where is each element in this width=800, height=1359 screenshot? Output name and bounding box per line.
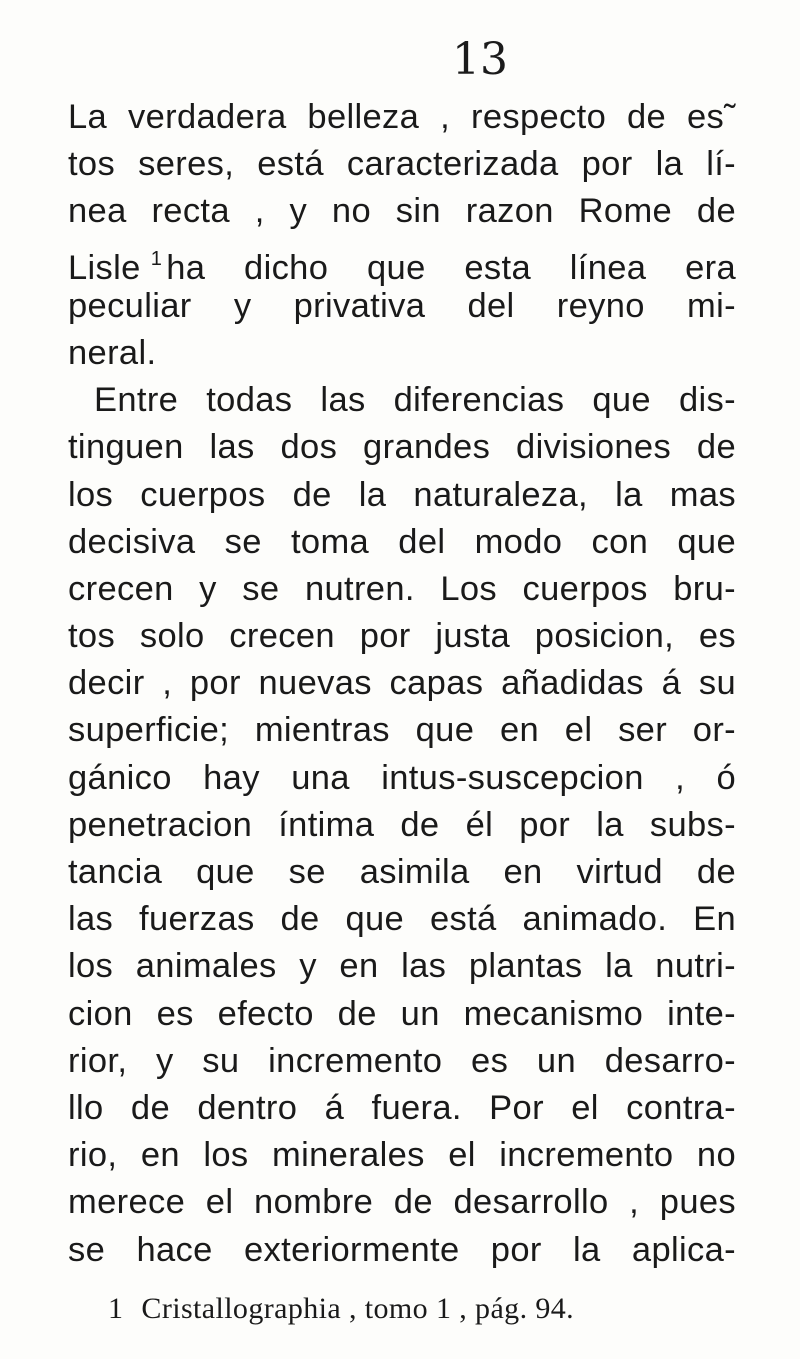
- text-line: los cuerpos de la naturaleza, la mas: [68, 475, 736, 514]
- text-line: llo de dentro á fuera. Por el contra-: [68, 1088, 736, 1127]
- footnote-reference: 1: [150, 247, 163, 270]
- text-line: merece el nombre de desarrollo , pues: [68, 1183, 736, 1222]
- text-line: [68, 236, 736, 287]
- text-line: decir , por nuevas capas añadidas á su: [68, 664, 736, 703]
- text-line: gánico hay una intus-suscepcion , ó: [68, 758, 736, 797]
- text-line: Entre todas las diferencias que dis-: [94, 381, 736, 420]
- text-line: crecen y se nutren. Los cuerpos bru-: [68, 569, 736, 608]
- footnote-text: Cristallographia , tomo 1 , pág. 94.: [141, 1292, 575, 1325]
- text-line: decisiva se toma del modo con que: [68, 522, 736, 561]
- text-line: peculiar y privativa del reyno mi-: [68, 286, 736, 325]
- page-number: 13: [452, 34, 508, 85]
- text-line: rior, y su incremento es un desarro-: [68, 1041, 736, 1080]
- footnote-marker: 1: [108, 1292, 124, 1325]
- text-line: rio, en los minerales el incremento no: [68, 1136, 736, 1175]
- text-line: los animales y en las plantas la nutri-: [68, 947, 736, 986]
- text-line: tinguen las dos grandes divisiones de: [68, 428, 736, 467]
- text-line: neral.: [68, 333, 157, 372]
- text-fragment: Lisle: [68, 248, 141, 287]
- text-fragment: ha dicho que esta línea era: [166, 248, 736, 287]
- text-line: tos solo crecen por justa posicion, es: [68, 617, 736, 656]
- text-line: nea recta , y no sin razon Rome de: [68, 192, 736, 231]
- text-line: cion es efecto de un mecanismo inte-: [68, 994, 736, 1033]
- text-line: La verdadera belleza , respecto de es˜: [68, 98, 736, 136]
- text-line: las fuerzas de que está animado. En: [68, 900, 736, 939]
- text-line: tancia que se asimila en virtud de: [68, 853, 736, 891]
- footnote: [108, 1292, 748, 1326]
- text-line: superficie; mientras que en el ser or-: [68, 711, 736, 750]
- text-line: tos seres, está caracterizada por la lí-: [68, 145, 736, 184]
- text-line: se hace exteriormente por la aplica-: [68, 1230, 736, 1269]
- text-line: penetracion íntima de él por la subs-: [68, 805, 736, 844]
- body-text: [68, 94, 736, 1274]
